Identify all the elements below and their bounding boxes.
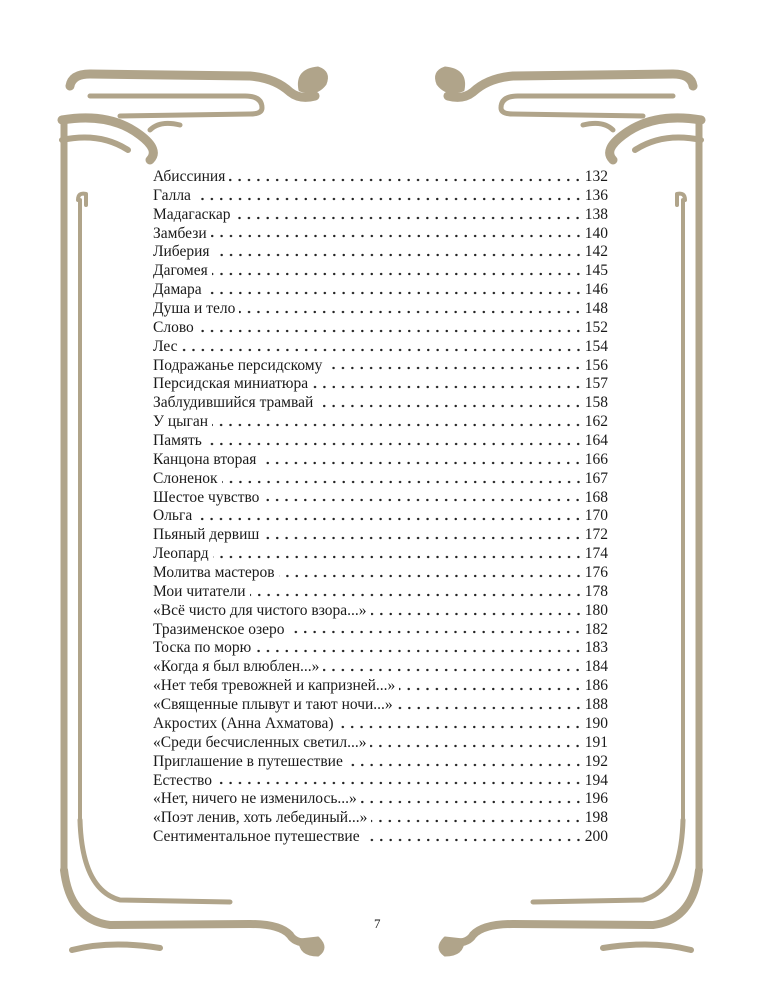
toc-entry-page: 136 (584, 186, 608, 204)
toc-entry-page: 145 (584, 262, 608, 280)
dot-leader (206, 442, 583, 446)
dot-leader (250, 593, 583, 597)
toc-entry (153, 507, 608, 526)
toc-entry-page: 132 (584, 168, 608, 185)
toc-entry-title: Слово (153, 318, 194, 336)
toc-entry-page: 167 (584, 469, 608, 487)
dot-leader (260, 461, 582, 465)
dot-leader (288, 630, 582, 634)
toc-entry-page: 178 (584, 582, 608, 600)
toc-entry (153, 206, 608, 225)
toc-entry-page: 184 (584, 658, 608, 676)
dot-leader (263, 536, 582, 540)
toc-entry-title: Канцона вторая (153, 450, 257, 468)
toc-entry (153, 790, 608, 809)
toc-entry (153, 734, 608, 753)
toc-entry (153, 489, 608, 508)
toc-entry (153, 583, 608, 602)
dot-leader (211, 234, 583, 238)
dot-leader (263, 498, 582, 502)
toc-entry-title: «Среди бесчисленных светил...» (153, 733, 367, 751)
dot-leader (371, 612, 583, 616)
dot-leader (182, 348, 583, 352)
toc-entry-title: Естество (153, 771, 213, 789)
toc-entry-title: Дагомея (153, 262, 208, 280)
toc-entry-title: «Поэт ленив, хоть лебединый...» (153, 809, 368, 827)
toc-entry-page: 172 (584, 526, 608, 544)
toc-entry-page: 200 (584, 828, 608, 846)
toc-entry-page: 183 (584, 639, 608, 657)
toc-entry (153, 526, 608, 545)
toc-entry-title: «Всё чисто для чистого взора...» (153, 601, 367, 619)
toc-entry-title: Подражанье персидскому (153, 356, 323, 374)
dot-leader (326, 366, 582, 370)
toc-entry (153, 828, 608, 847)
toc-entry-title: Мадагаскар (153, 205, 231, 223)
dot-leader (212, 423, 583, 427)
toc-entry (153, 564, 608, 583)
toc-entry-page: 191 (584, 733, 608, 751)
toc-entry (153, 772, 608, 791)
toc-entry-page: 182 (584, 620, 608, 638)
dot-leader (371, 819, 582, 823)
dot-leader (279, 574, 583, 578)
toc-entry-title: Сентиментальное путешествие (153, 828, 360, 846)
toc-entry-page: 174 (584, 545, 608, 563)
toc-entry (153, 545, 608, 564)
toc-entry-page: 138 (584, 205, 608, 223)
table-of-contents (153, 168, 608, 847)
dot-leader (196, 517, 583, 521)
toc-entry-title: Ольга (153, 507, 193, 525)
toc-entry-page: 166 (584, 450, 608, 468)
toc-entry-title: Либерия (153, 243, 210, 261)
toc-entry (153, 168, 608, 187)
toc-entry (153, 319, 608, 338)
toc-entry (153, 281, 608, 300)
toc-entry (153, 809, 608, 828)
toc-entry-page: 170 (584, 507, 608, 525)
toc-entry (153, 715, 608, 734)
toc-entry-title: У цыган (153, 413, 209, 431)
dot-leader (195, 197, 583, 201)
toc-entry-page: 196 (584, 790, 608, 808)
dot-leader (229, 178, 582, 182)
toc-entry (153, 187, 608, 206)
toc-entry-page: 186 (584, 677, 608, 695)
toc-entry (153, 262, 608, 281)
toc-entry-page: 180 (584, 601, 608, 619)
toc-entry-title: Акростих (Анна Ахматова) (153, 714, 334, 732)
toc-entry (153, 432, 608, 451)
toc-entry-page: 190 (584, 714, 608, 732)
toc-entry-title: Персидская миниатюра (153, 375, 309, 393)
toc-entry-page: 152 (584, 318, 608, 336)
toc-entry-title: Леопард (153, 545, 209, 563)
dot-leader (370, 744, 582, 748)
dot-leader (317, 404, 582, 408)
toc-entry (153, 677, 608, 696)
toc-entry-page: 162 (584, 413, 608, 431)
dot-leader (255, 649, 583, 653)
toc-entry-title: «Священные плывут и тают ночи...» (153, 696, 393, 714)
toc-entry-title: Лес (153, 337, 178, 355)
toc-entry-title: «Когда я был влюблен...» (153, 658, 320, 676)
dot-leader (198, 329, 583, 333)
dot-leader (323, 668, 582, 672)
toc-entry-page: 168 (584, 488, 608, 506)
toc-entry-page: 192 (584, 752, 608, 770)
dot-leader (312, 385, 583, 389)
dot-leader (212, 272, 583, 276)
dot-leader (206, 291, 583, 295)
dot-leader (234, 216, 582, 220)
dot-leader (213, 555, 583, 559)
toc-entry (153, 696, 608, 715)
toc-entry (153, 602, 608, 621)
toc-entry-title: Тоска по морю (153, 639, 252, 657)
toc-entry (153, 225, 608, 244)
toc-entry-title: Дамара (153, 281, 202, 299)
toc-entry-title: Приглашение в путешествие (153, 752, 343, 770)
toc-entry (153, 470, 608, 489)
dot-leader (239, 310, 582, 314)
toc-entry (153, 621, 608, 640)
toc-entry-title: Слоненок (153, 469, 218, 487)
toc-entry-title: Пьяный дервиш (153, 526, 260, 544)
toc-entry-page: 156 (584, 356, 608, 374)
toc-entry (153, 451, 608, 470)
toc-entry-page: 164 (584, 432, 608, 450)
toc-entry-page: 157 (584, 375, 608, 393)
dot-leader (347, 763, 583, 767)
toc-entry-title: «Нет, ничего не изменилось...» (153, 790, 357, 808)
toc-entry (153, 357, 608, 376)
toc-entry-page: 194 (584, 771, 608, 789)
toc-entry-title: Душа и тело (153, 300, 236, 318)
toc-entry-title: Шестое чувство (153, 488, 260, 506)
dot-leader (337, 725, 582, 729)
toc-entry (153, 300, 608, 319)
toc-entry-page: 198 (584, 809, 608, 827)
toc-entry-title: Заблудившийся трамвай (153, 394, 314, 412)
toc-entry-page: 140 (584, 224, 608, 242)
dot-leader (364, 838, 583, 842)
toc-entry-page: 142 (584, 243, 608, 261)
toc-entry (153, 338, 608, 357)
dot-leader (397, 706, 583, 710)
dot-leader (214, 253, 583, 257)
toc-entry (153, 413, 608, 432)
toc-entry-title: «Нет тебя тревожней и капризней...» (153, 677, 396, 695)
page-number: 7 (374, 916, 381, 931)
dot-leader (216, 781, 583, 785)
toc-entry (153, 243, 608, 262)
toc-entry (153, 394, 608, 413)
toc-entry (153, 639, 608, 658)
toc-entry-title: Замбези (153, 224, 207, 242)
toc-entry (153, 753, 608, 772)
toc-entry-page: 176 (584, 564, 608, 582)
toc-entry (153, 658, 608, 677)
toc-entry-page: 154 (584, 337, 608, 355)
toc-entry-title: Абиссиния (153, 168, 226, 185)
toc-entry-title: Мои читатели (153, 582, 246, 600)
toc-entry-page: 146 (584, 281, 608, 299)
toc-entry-title: Галла (153, 186, 191, 204)
toc-entry-title: Молитва мастеров (153, 564, 275, 582)
toc-entry-page: 188 (584, 696, 608, 714)
toc-entry-title: Память (153, 432, 202, 450)
toc-entry-page: 158 (584, 394, 608, 412)
dot-leader (222, 480, 583, 484)
toc-entry (153, 375, 608, 394)
toc-entry-title: Тразименское озеро (153, 620, 285, 638)
toc-entry-page: 148 (584, 300, 608, 318)
dot-leader (361, 800, 583, 804)
dot-leader (399, 687, 582, 691)
